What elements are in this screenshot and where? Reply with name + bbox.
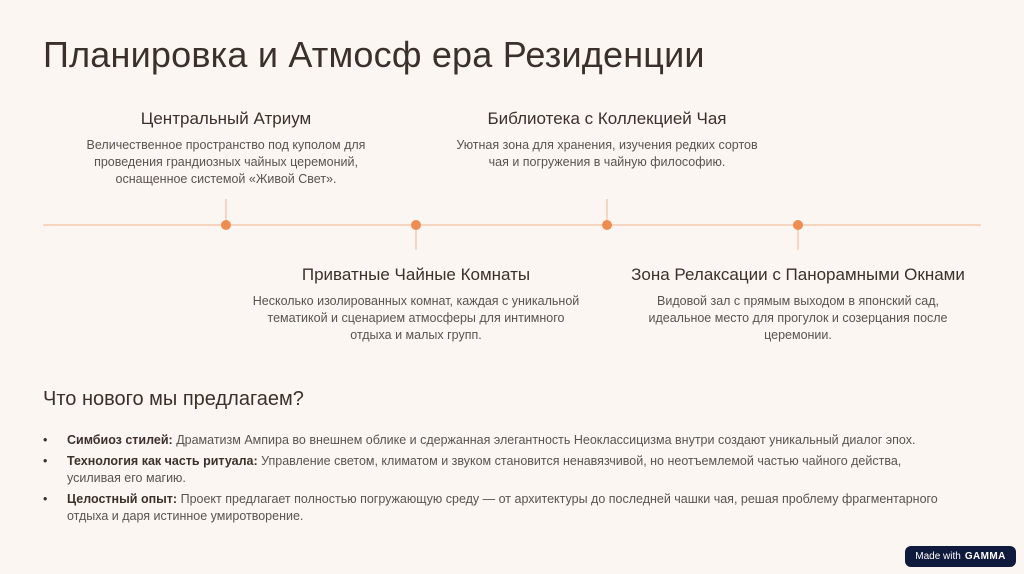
badge-prefix: Made with [915,551,961,562]
room-card-atrium [66,107,386,188]
room-description: Несколько изолированных комнат, каждая с уникальной тематикой и сценарием атмосферы для интимного отдыха и малых групп. [252,294,580,342]
bullet-icon: • [43,433,48,447]
offer-heading: Что нового мы предлагаем? [43,388,304,410]
offer-item-text: Управление светом, климатом и звуком становится ненавязчивой, но неотъемлемой частью чайного действа, усиливая его магию. [67,454,902,485]
timeline-line [43,224,981,226]
page-title: Планировка и Атмосф ера Резиденции [43,34,705,75]
room-description: Уютная зона для хранения, изучения редких сортов чая и погружения в чайную философию. [456,138,758,169]
made-with-gamma-badge[interactable] [905,546,1016,567]
timeline-dot-3 [602,220,612,230]
room-card-relaxation [628,263,968,344]
room-title: Библиотека с Коллекцией Чая [487,109,727,128]
room-title: Центральный Атриум [140,109,312,128]
offer-item-label: Целостный опыт: [67,492,178,506]
offer-list [43,432,943,529]
timeline-dot-4 [793,220,803,230]
offer-item-text: Проект предлагает полностью погружающую среду — от архитектуры до последней чашки чая, решая проблему фрагментарного отдыха и даря истинное умиротворение. [67,492,938,523]
bullet-icon: • [43,492,48,506]
timeline-dot-1 [221,220,231,230]
bullet-icon: • [43,454,48,468]
room-card-private-rooms [251,263,581,344]
gamma-logo: GAMMA [964,551,1006,562]
room-card-library [447,107,767,171]
timeline-dot-2 [411,220,421,230]
offer-item [43,491,943,525]
room-description: Величественное пространство под куполом для проведения грандиозных чайных церемоний, оснащенное системой «Живой Свет». [86,138,366,186]
room-title: Зона Релаксации с Панорамными Окнами [631,265,965,284]
offer-item-label: Симбиоз стилей: [67,433,173,447]
offer-item-text: Драматизм Ампира во внешнем облике и сдержанная элегантность Неоклассицизма внутри создают уникальный диалог эпох. [176,433,916,447]
offer-item [43,432,943,449]
room-title: Приватные Чайные Комнаты [301,265,531,284]
room-description: Видовой зал с прямым выходом в японский сад, идеальное место для прогулок и созерцания после церемонии. [648,294,948,342]
offer-item-label: Технология как часть ритуала: [67,454,258,468]
offer-item [43,453,943,487]
